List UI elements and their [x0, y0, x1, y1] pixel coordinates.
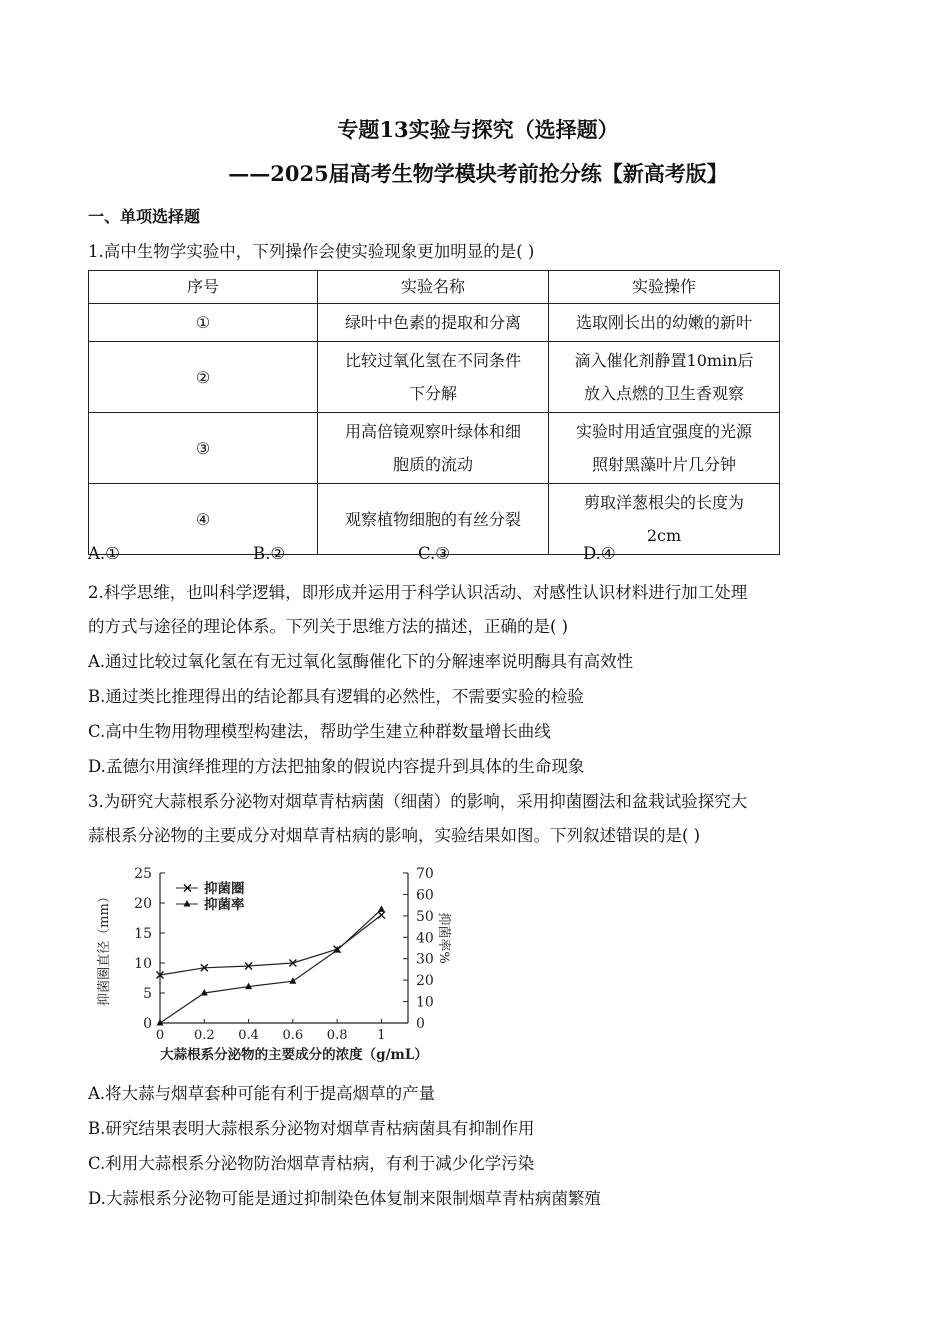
inhibition-chart	[88, 848, 451, 1068]
q2-stem-line: 2.科学思维，也叫科学逻辑，即形成并运用于科学认识活动、对感性认识材料进行加工处理	[88, 583, 748, 602]
right-tick-label: 60	[416, 887, 434, 904]
left-tick-label: 25	[134, 866, 152, 882]
section-heading: 一、单项选择题	[88, 207, 201, 226]
left-tick-label: 20	[134, 896, 152, 912]
row-name	[318, 304, 549, 342]
legend-marker-triangle	[184, 900, 191, 907]
left-axis-label: 抑菌圈直径（mm）	[97, 890, 112, 1006]
legend-label-rate: 抑菌率	[204, 897, 245, 913]
row-op	[549, 342, 780, 413]
data-point-triangle	[289, 977, 296, 984]
data-point-triangle	[378, 905, 385, 912]
x-tick-label: 0.2	[193, 1028, 215, 1043]
row-no: ④	[89, 484, 318, 555]
row-name	[318, 413, 549, 484]
cell-line: 比较过氧化氢在不同条件	[344, 351, 521, 370]
row-no: ①	[89, 304, 318, 342]
q1-option-d[interactable]: D.④	[583, 544, 616, 563]
q1-option-a[interactable]: A.①	[88, 544, 120, 563]
cell-line: 绿叶中色素的提取和分离	[344, 313, 521, 332]
x-tick-label: 0.8	[326, 1028, 348, 1043]
row-name	[318, 342, 549, 413]
row-op	[549, 304, 780, 342]
legend-label-zone: 抑菌圈	[204, 881, 245, 897]
left-tick-label: 10	[134, 956, 152, 972]
chart-root	[96, 866, 452, 1063]
x-tick-label: 1	[377, 1028, 386, 1043]
cell-line: 2cm	[646, 526, 682, 545]
q3-stem-line: 3.为研究大蒜根系分泌物对烟草青枯病菌（细菌）的影响，采用抑菌圈法和盆栽试验探究大	[88, 792, 748, 811]
right-tick-label: 10	[416, 994, 434, 1011]
left-tick-label: 15	[134, 926, 152, 942]
data-point-triangle	[157, 1019, 164, 1026]
cell-line: 用高倍镜观察叶绿体和细	[344, 422, 521, 441]
right-tick-label: 40	[416, 930, 434, 947]
q2-option-d[interactable]: D.孟德尔用演绎推理的方法把抽象的假说内容提升到具体的生命现象	[88, 757, 585, 776]
x-tick-label: 0.6	[282, 1028, 304, 1043]
right-tick-label: 70	[416, 866, 434, 882]
cell-line: 照射黑藻叶片几分钟	[591, 455, 736, 474]
cell-line: 下分解	[408, 384, 457, 403]
left-tick-label: 5	[143, 986, 152, 1002]
right-tick-label: 50	[416, 908, 434, 925]
row-no: ③	[89, 413, 318, 484]
experiment-table	[88, 270, 780, 555]
series-line-rate	[160, 909, 381, 1023]
header-op: 实验操作	[549, 271, 780, 304]
cell-line: 剪取洋葱根尖的长度为	[583, 493, 744, 512]
right-tick-label: 30	[416, 951, 434, 968]
q3-option-d[interactable]: D.大蒜根系分泌物可能是通过抑制染色体复制来限制烟草青枯病菌繁殖	[88, 1189, 601, 1208]
right-tick-label: 20	[416, 973, 434, 990]
cell-line: 观察植物细胞的有丝分裂	[344, 509, 521, 529]
x-axis-label: 大蒜根系分泌物的主要成分的浓度（g/mL）	[160, 1047, 428, 1063]
cell-line: 实验时用适宜强度的光源	[575, 422, 752, 441]
q3-stem-line: 蒜根系分泌物的主要成分对烟草青枯病的影响，实验结果如图。下列叙述错误的是( )	[88, 826, 701, 845]
q2-stem-line: 的方式与途径的理论体系。下列关于思维方法的描述，正确的是( )	[88, 617, 569, 636]
q2-option-c[interactable]: C.高中生物用物理模型构建法，帮助学生建立种群数量增长曲线	[88, 722, 551, 741]
table-header-row	[89, 271, 780, 304]
q2-option-b[interactable]: B.通过类比推理得出的结论都具有逻辑的必然性，不需要实验的检验	[88, 687, 584, 706]
header-name: 实验名称	[318, 271, 549, 304]
cell-line: 选取刚长出的幼嫩的新叶	[575, 313, 752, 332]
table-row	[89, 304, 780, 342]
doc-subtitle: ——2025届高考生物学模块考前抢分练【新高考版】	[228, 161, 728, 186]
doc-title: 专题13实验与探究（选择题）	[337, 117, 619, 142]
q3-option-c[interactable]: C.利用大蒜根系分泌物防治烟草青枯病，有利于减少化学污染	[88, 1154, 535, 1173]
q1-option-c[interactable]: C.③	[418, 544, 451, 563]
q1-stem: 1.高中生物学实验中，下列操作会使实验现象更加明显的是( )	[88, 242, 535, 261]
table-row	[89, 342, 780, 413]
q3-option-a[interactable]: A.将大蒜与烟草套种可能有利于提高烟草的产量	[88, 1084, 436, 1103]
row-no: ②	[89, 342, 318, 413]
q1-option-b[interactable]: B.②	[253, 544, 286, 563]
q3-option-b[interactable]: B.研究结果表明大蒜根系分泌物对烟草青枯病菌具有抑制作用	[88, 1119, 535, 1138]
right-axis-label: 抑菌率%	[436, 912, 451, 964]
cell-line: 放入点燃的卫生香观察	[583, 384, 744, 403]
q2-option-a[interactable]: A.通过比较过氧化氢在有无过氧化氢酶催化下的分解速率说明酶具有高效性	[88, 652, 634, 671]
x-tick-label: 0	[155, 1028, 165, 1043]
row-op	[549, 413, 780, 484]
data-point-x	[378, 912, 385, 919]
series-line-zone	[160, 915, 381, 975]
left-tick-label: 0	[143, 1016, 152, 1032]
cell-line: 滴入催化剂静置10min后	[574, 351, 754, 370]
header-no: 序号	[89, 271, 318, 304]
x-tick-label: 0.4	[238, 1028, 259, 1043]
table-row	[89, 413, 780, 484]
cell-line: 胞质的流动	[392, 455, 473, 474]
right-tick-label: 0	[416, 1016, 425, 1032]
